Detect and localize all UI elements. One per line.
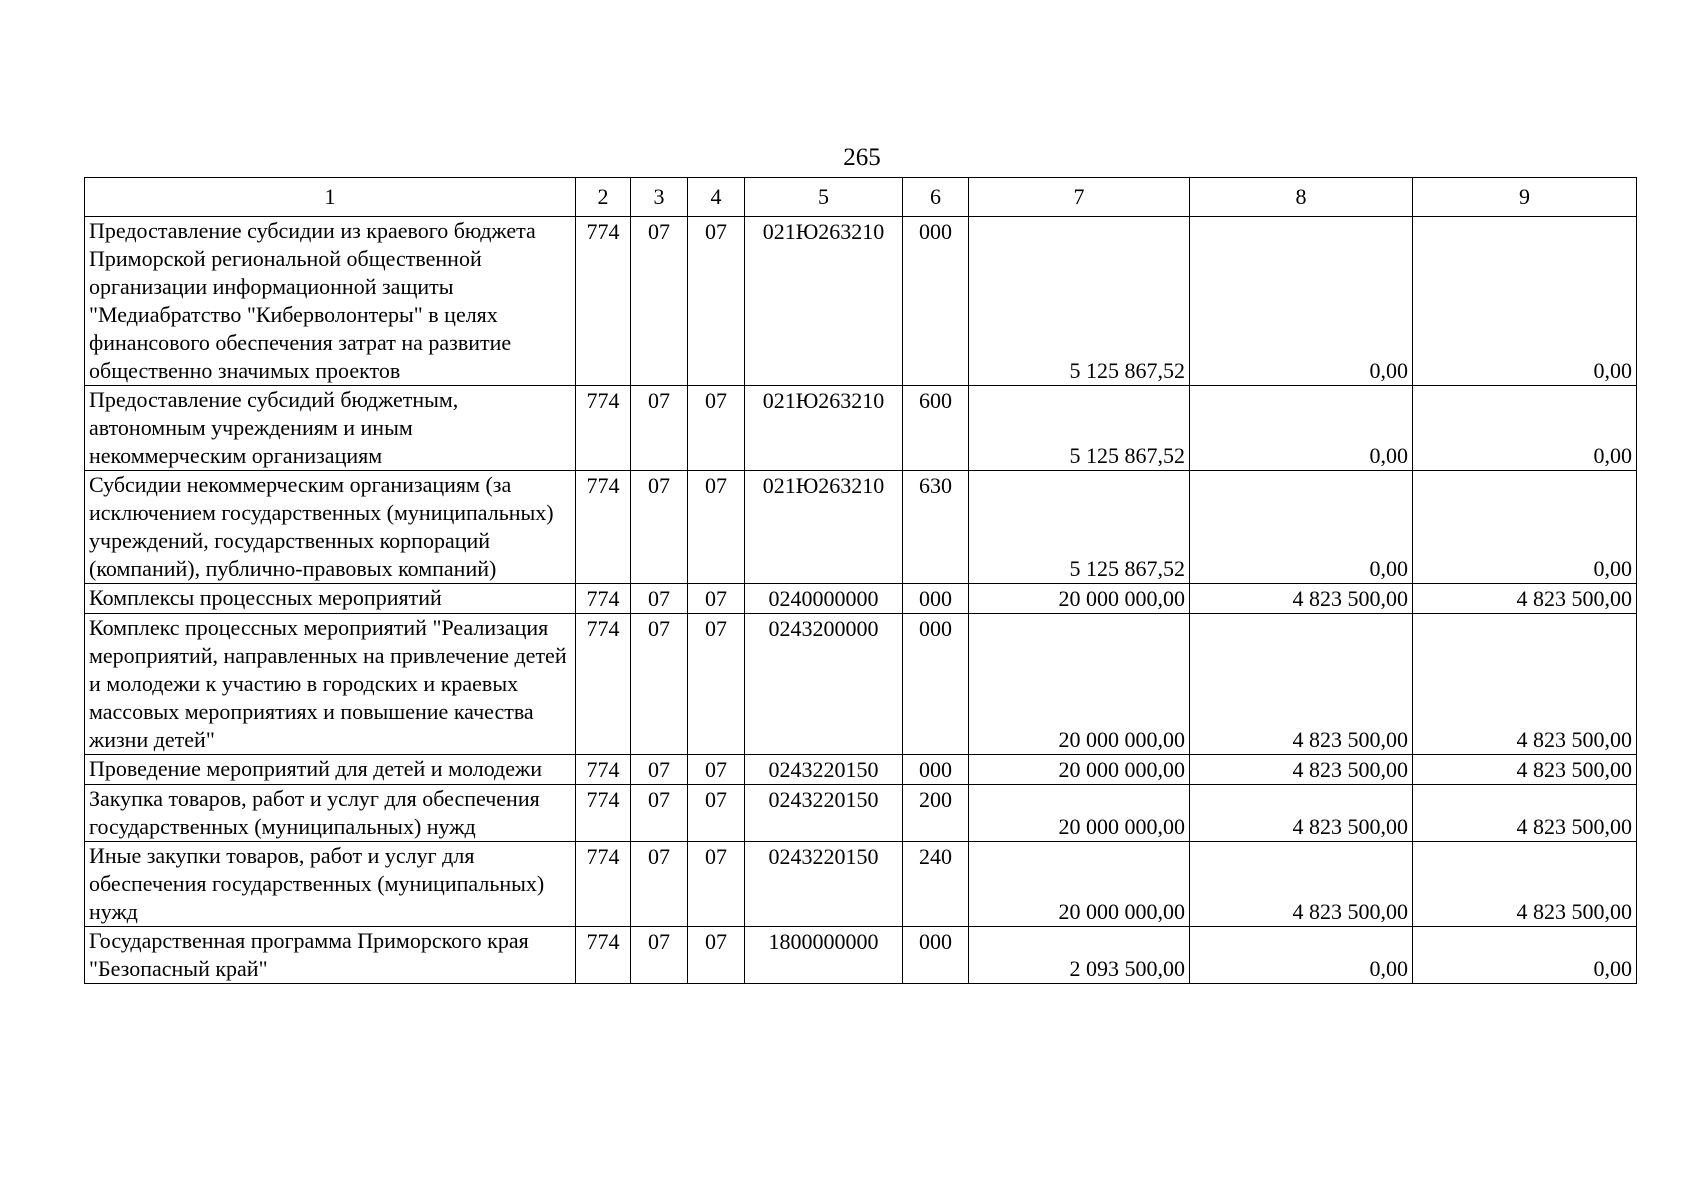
column-header: 5 (745, 178, 903, 217)
amount-col8-cell: 0,00 (1190, 471, 1413, 584)
column-header: 2 (576, 178, 631, 217)
expense-type-cell: 000 (903, 584, 969, 614)
section-code-cell: 07 (631, 584, 688, 614)
column-header: 1 (85, 178, 576, 217)
table-row (85, 584, 1637, 614)
section-code-cell: 07 (631, 842, 688, 927)
amount-col7-cell: 20 000 000,00 (969, 584, 1190, 614)
amount-col8-cell: 4 823 500,00 (1190, 785, 1413, 842)
expense-type-cell: 000 (903, 755, 969, 785)
grbs-code-cell: 774 (576, 785, 631, 842)
row-name-cell: Комплексы процессных мероприятий (85, 584, 576, 614)
target-article-cell: 0240000000 (745, 584, 903, 614)
target-article-cell: 021Ю263210 (745, 471, 903, 584)
amount-col9-cell: 4 823 500,00 (1413, 584, 1637, 614)
subsection-code-cell: 07 (688, 471, 745, 584)
row-name-cell: Комплекс процессных мероприятий "Реализация мероприятий, направленных на привлечение детей и молодежи к участию в городских и краевых массовых мероприятиях и повышение качества жизни детей" (85, 614, 576, 755)
subsection-code-cell: 07 (688, 217, 745, 386)
amount-col9-cell: 0,00 (1413, 927, 1637, 984)
amount-col8-cell: 0,00 (1190, 217, 1413, 386)
page-number: 265 (843, 144, 881, 171)
target-article-cell: 1800000000 (745, 927, 903, 984)
amount-col9-cell: 4 823 500,00 (1413, 842, 1637, 927)
target-article-cell: 021Ю263210 (745, 217, 903, 386)
target-article-cell: 0243220150 (745, 842, 903, 927)
table-row (85, 471, 1637, 584)
subsection-code-cell: 07 (688, 927, 745, 984)
amount-col7-cell: 5 125 867,52 (969, 217, 1190, 386)
amount-col7-cell: 5 125 867,52 (969, 386, 1190, 471)
budget-table (84, 177, 1637, 984)
amount-col7-cell: 5 125 867,52 (969, 471, 1190, 584)
amount-col9-cell: 4 823 500,00 (1413, 755, 1637, 785)
table-row (85, 927, 1637, 984)
amount-col9-cell: 4 823 500,00 (1413, 614, 1637, 755)
grbs-code-cell: 774 (576, 386, 631, 471)
table-row (85, 217, 1637, 386)
column-header: 9 (1413, 178, 1637, 217)
table-row (85, 614, 1637, 755)
subsection-code-cell: 07 (688, 614, 745, 755)
row-name-cell: Иные закупки товаров, работ и услуг для обеспечения государственных (муниципальных) нужд (85, 842, 576, 927)
section-code-cell: 07 (631, 614, 688, 755)
subsection-code-cell: 07 (688, 386, 745, 471)
amount-col9-cell: 4 823 500,00 (1413, 785, 1637, 842)
section-code-cell: 07 (631, 471, 688, 584)
target-article-cell: 021Ю263210 (745, 386, 903, 471)
amount-col8-cell: 0,00 (1190, 927, 1413, 984)
expense-type-cell: 000 (903, 614, 969, 755)
amount-col8-cell: 4 823 500,00 (1190, 614, 1413, 755)
column-header: 7 (969, 178, 1190, 217)
subsection-code-cell: 07 (688, 842, 745, 927)
subsection-code-cell: 07 (688, 785, 745, 842)
table-row (85, 785, 1637, 842)
expense-type-cell: 000 (903, 217, 969, 386)
row-name-cell: Закупка товаров, работ и услуг для обеспечения государственных (муниципальных) нужд (85, 785, 576, 842)
grbs-code-cell: 774 (576, 842, 631, 927)
column-header: 4 (688, 178, 745, 217)
subsection-code-cell: 07 (688, 584, 745, 614)
grbs-code-cell: 774 (576, 614, 631, 755)
subsection-code-cell: 07 (688, 755, 745, 785)
amount-col9-cell: 0,00 (1413, 217, 1637, 386)
grbs-code-cell: 774 (576, 584, 631, 614)
amount-col8-cell: 4 823 500,00 (1190, 584, 1413, 614)
grbs-code-cell: 774 (576, 755, 631, 785)
column-header: 6 (903, 178, 969, 217)
amount-col7-cell: 20 000 000,00 (969, 755, 1190, 785)
grbs-code-cell: 774 (576, 927, 631, 984)
column-header: 3 (631, 178, 688, 217)
amount-col7-cell: 20 000 000,00 (969, 614, 1190, 755)
header-row (85, 178, 1637, 217)
target-article-cell: 0243200000 (745, 614, 903, 755)
amount-col8-cell: 4 823 500,00 (1190, 842, 1413, 927)
row-name-cell: Субсидии некоммерческим организациям (за исключением государственных (муниципальных) учреждений, государственных корпораций (компаний), публично-правовых компаний) (85, 471, 576, 584)
expense-type-cell: 240 (903, 842, 969, 927)
row-name-cell: Предоставление субсидий бюджетным, автономным учреждениям и иным некоммерческим организациям (85, 386, 576, 471)
amount-col9-cell: 0,00 (1413, 471, 1637, 584)
section-code-cell: 07 (631, 755, 688, 785)
expense-type-cell: 200 (903, 785, 969, 842)
amount-col7-cell: 20 000 000,00 (969, 842, 1190, 927)
section-code-cell: 07 (631, 785, 688, 842)
section-code-cell: 07 (631, 217, 688, 386)
table-row (85, 755, 1637, 785)
table-row (85, 386, 1637, 471)
row-name-cell: Проведение мероприятий для детей и молодежи (85, 755, 576, 785)
expense-type-cell: 630 (903, 471, 969, 584)
column-header: 8 (1190, 178, 1413, 217)
section-code-cell: 07 (631, 927, 688, 984)
target-article-cell: 0243220150 (745, 785, 903, 842)
expense-type-cell: 000 (903, 927, 969, 984)
amount-col9-cell: 0,00 (1413, 386, 1637, 471)
amount-col8-cell: 4 823 500,00 (1190, 755, 1413, 785)
grbs-code-cell: 774 (576, 217, 631, 386)
expense-type-cell: 600 (903, 386, 969, 471)
row-name-cell: Государственная программа Приморского края "Безопасный край" (85, 927, 576, 984)
target-article-cell: 0243220150 (745, 755, 903, 785)
amount-col7-cell: 20 000 000,00 (969, 785, 1190, 842)
section-code-cell: 07 (631, 386, 688, 471)
amount-col8-cell: 0,00 (1190, 386, 1413, 471)
row-name-cell: Предоставление субсидии из краевого бюджета Приморской региональной общественной организации информационной защиты "Медиабратство "Киберволонтеры" в целях финансового обеспечения затрат на развитие общественно значимых проектов (85, 217, 576, 386)
amount-col7-cell: 2 093 500,00 (969, 927, 1190, 984)
grbs-code-cell: 774 (576, 471, 631, 584)
table-row (85, 842, 1637, 927)
